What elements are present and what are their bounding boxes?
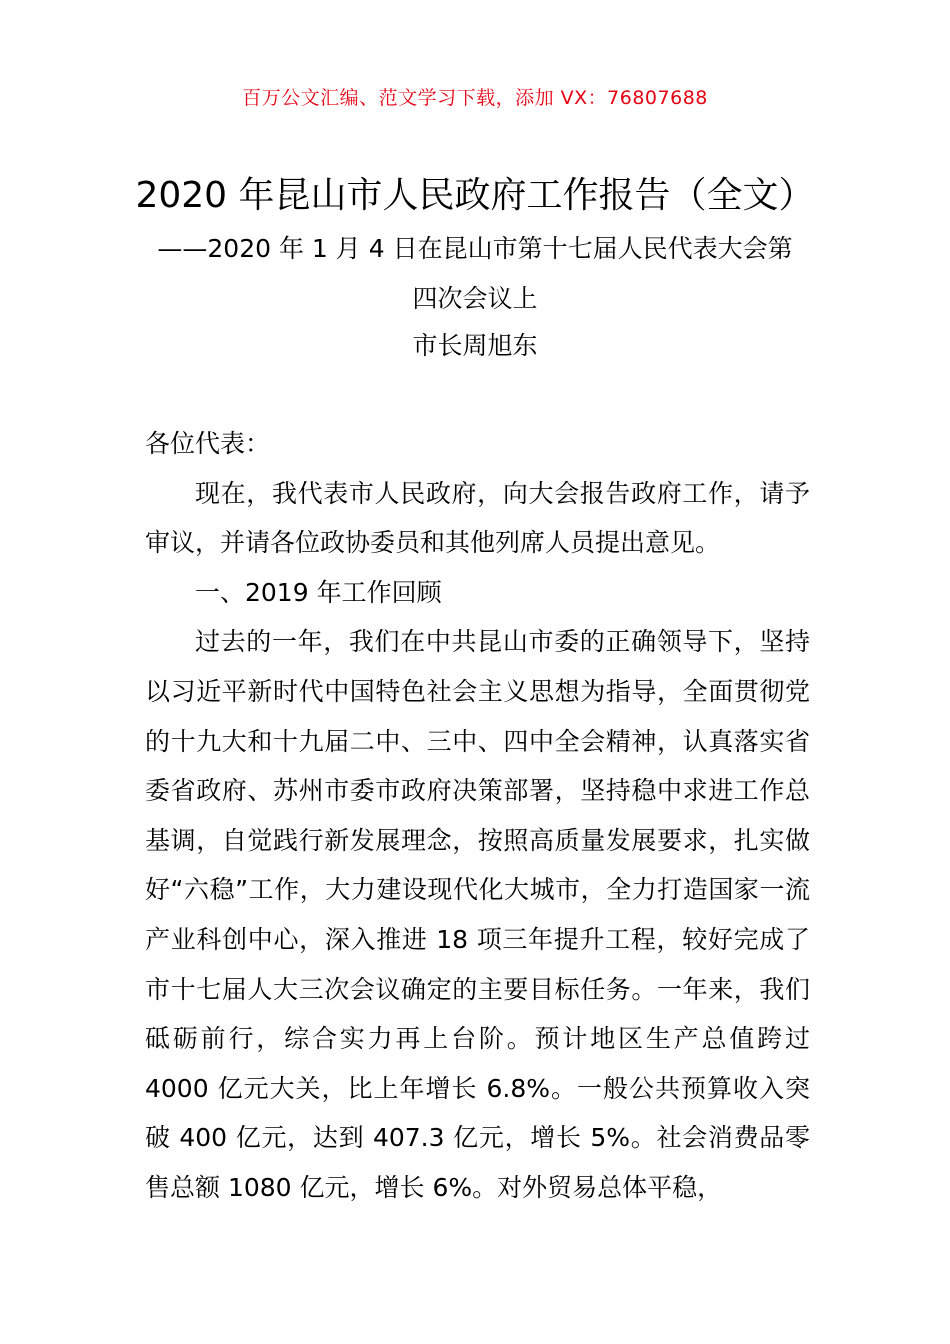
speaker-line: 市长周旭东 [412, 331, 538, 360]
page-subtitle: ——2020 年 1 月 4 日在昆山市第十七届人民代表大会第四次会议上 [157, 234, 793, 313]
paragraph-intro: 现在，我代表市人民政府，向大会报告政府工作，请予审议，并请各位政协委员和其他列席人员提出意见。 [145, 478, 810, 558]
paragraph-review: 过去的一年，我们在中共昆山市委的正确领导下，坚持以习近平新时代中国特色社会主义思想为指导，全面贯彻党的十九大和十九届二中、三中、四中全会精神，认真落实省委省政府、苏州市委市政府决策部署，坚持稳中求进工作总基调，自觉践行新发展理念，按照高质量发展要求，扎实做好“六稳”工作，大力建设现代化大城市，全力打造国家一流产业科创中心，深入推进 18 项三年提升工程，较好完成了市十七届人大三次会议确定的主要目标任务。一年来，我们砥砺前行，综合实力再上台阶。预计地区生产总值跨过 4000 亿元大关，比上年增长 6.8%。一般公共预算收入突破 400 亿元，达到 407.3 亿元，增长 5%。社会消费品零售总额 1080 亿元，增长 6%。对外贸易总体平稳， [145, 627, 810, 1202]
salutation: 各位代表： [145, 429, 271, 458]
promo-banner: 百万公文汇编、范文学习下载，添加 VX：76807688 [242, 87, 708, 109]
section-heading: 一、2019 年工作回顾 [195, 577, 442, 607]
page-title: 2020 年昆山市人民政府工作报告（全文） [135, 175, 815, 216]
report-body [145, 419, 810, 1213]
